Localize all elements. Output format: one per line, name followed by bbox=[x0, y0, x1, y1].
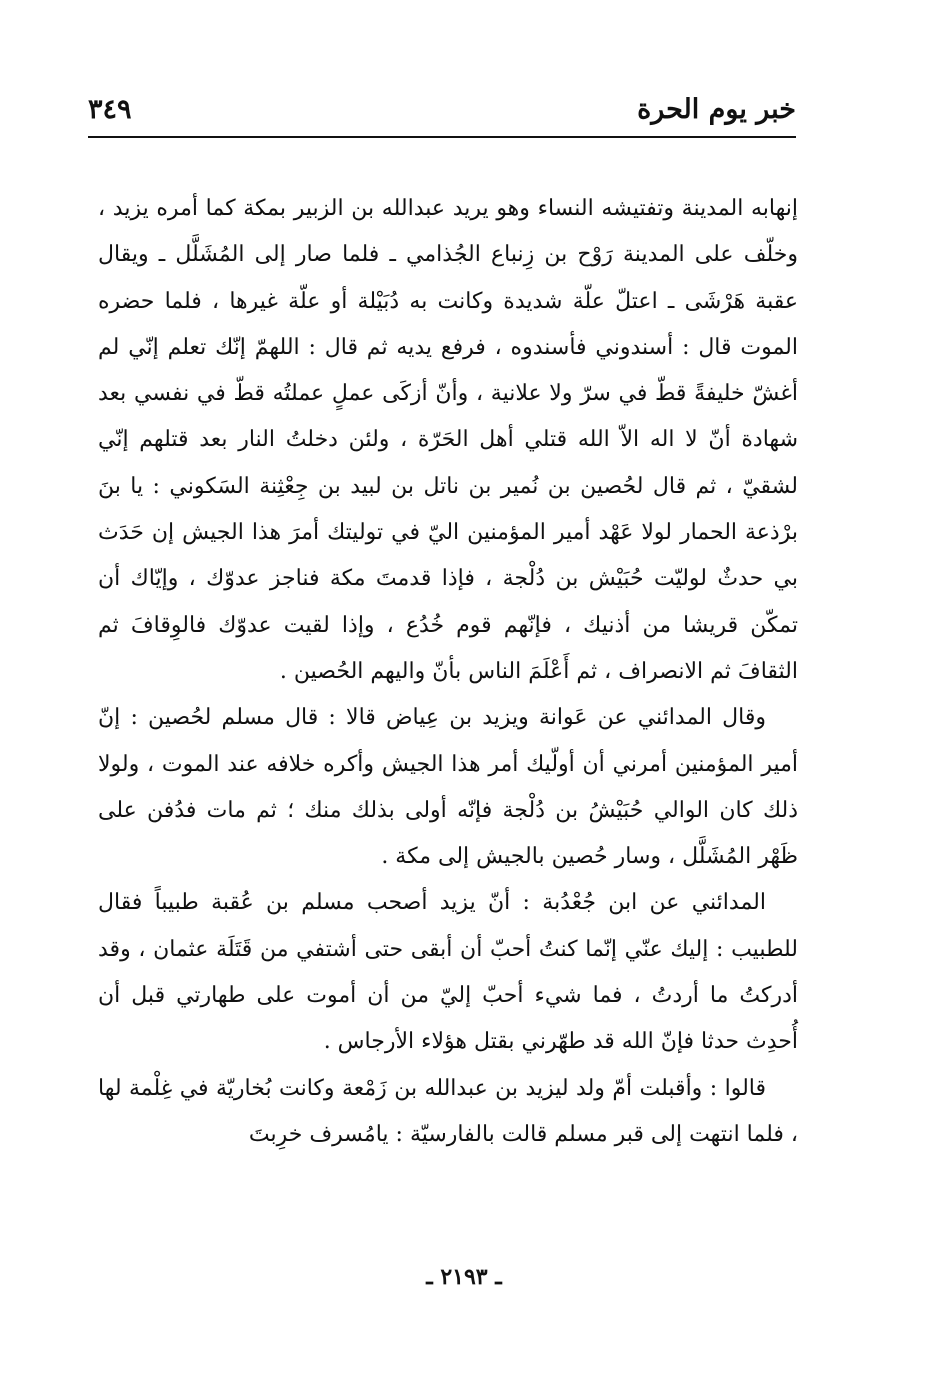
paragraph: إنهابه المدينة وتفتيشه النساء وهو يريد عبدالله بن الزبير بمكة كما أمره يزيد ، وخلّف على المدينة رَوْح بن زِنباع الجُذامي ـ فلما صار إلى المُشَلَّل ـ ويقال عقبة هَرْشَى ـ اعتلّ علّة شديدة وكانت به دُبَيْلة أو علّة غيرها ، فلما حضره الموت قال : أسندوني فأسندوه ، فرفع يديه ثم قال : اللهمّ إنّك تعلم إنّي لم أغشّ خليفةً قطّ في سرّ ولا علانية ، وأنّ أزكَى عملٍ عملتُه قطّ في نفسي بعد شهادة أنّ لا اله الاّ الله قتلي أهل الحَرّة ، ولئن دخلتُ النار بعد قتلهم إنّي لشقيّ ، ثم قال لحُصين بن نُمير بن ناتل بن لبيد بن جِعْثِنة السَكوني : يا بنَ برْذعة الحمار لولا عَهْد أمير المؤمنين اليّ في توليتك أمرَ هذا الجيش إن حَدَث بي حدثٌ لوليّت حُبَيْش بن دُلْجة ، فإذا قدمتَ مكة فناجز عدوّك ، وإيّاك أن تمكّن قريشا من أذنيك ، فإنّهم قوم خُدُع ، وإذا لقيت عدوّك فالوِقافَ ثم الثقافَ ثم الانصراف ، ثم أَعْلَمَ الناس بأنّ واليهم الحُصين . bbox=[98, 196, 798, 684]
running-title: خبر يوم الحرة bbox=[637, 94, 796, 125]
paragraph: قالوا : وأقبلت أمّ ولد ليزيد بن عبدالله بن زَمْعة وكانت بُخاريّة في غِلْمة لها ، فلما انتهت إلى قبر مسلم قالت بالفارسيّة : يامُسرف خرِبتَ bbox=[98, 1075, 798, 1147]
main-text bbox=[98, 186, 798, 1158]
footer-page-number: ـ ٢١٩٣ ـ bbox=[426, 1264, 502, 1290]
paragraph: وقال المدائني عن عَوانة ويزيد بن عِياض قالا : قال مسلم لحُصين : إنّ أمير المؤمنين أمرني أن أولّيك أمر هذا الجيش وأكره خلافه عند الموت ، ولولا ذلك كان الوالي حُبَيْشُ بن دُلْجة فإنّه أولى بذلك منك ؛ ثم مات فدُفن على ظَهْر المُشَلَّل ، وسار حُصين بالجيش إلى مكة . bbox=[98, 705, 798, 870]
header-divider bbox=[88, 136, 796, 138]
page-number: ٣٤٩ bbox=[88, 94, 132, 125]
page-header bbox=[88, 92, 796, 132]
paragraph: المدائني عن ابن جُعْدُبة : أنّ يزيد أصحب مسلم بن عُقبة طبيباً فقال للطبيب : إليك عنّي إنّما كنتُ أحبّ أن أبقى حتى أشتفي من قَتَلَة عثمان ، وقد أدركتُ ما أردتُ ، فما شيء أحبّ إليّ من أن أموت على طهارتي قبل أن أُحدِث حدثا فإنّ الله قد طهّرني بقتل هؤلاء الأرجاس . bbox=[98, 890, 798, 1055]
